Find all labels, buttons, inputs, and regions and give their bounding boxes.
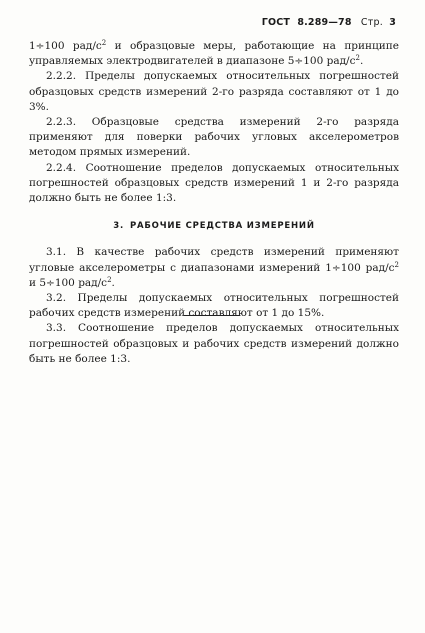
- document-body: [29, 39, 399, 367]
- standard-label: ГОСТ: [261, 17, 291, 28]
- paragraph-3-1: 3.1. В качестве рабочих средств измерений применяют угловые акселерометры с диапазонами измерений 1÷100 рад/$с^2$ и 5÷100 рад/$с^2$.: [29, 246, 399, 289]
- section-title: РАБОЧИЕ СРЕДСТВА ИЗМЕРЕНИЙ: [129, 221, 315, 232]
- section-heading: [29, 219, 399, 234]
- paragraph-2-2-4: 2.2.4. Соотношение пределов допускаемых относительных погрешностей образцовых средств измерений 1 и 2-го разряда должно быть не более 1:3.: [29, 161, 399, 205]
- section-number: 3.: [113, 221, 124, 232]
- standard-number: 8.289—78: [297, 17, 352, 28]
- paragraph-3-2: 3.2. Пределы допускаемых относительных погрешностей рабочих средств измерений составляют от 1 до 15%.: [29, 292, 399, 320]
- paragraph-2-2-2: 2.2.2. Пределы допускаемых относительных погрешностей образцовых средств измерений 2-го разряда составляют от 1 до 3%.: [29, 70, 399, 113]
- continued-paragraph: 1÷100 рад/$с^2$ и образцовые меры, работающие на принципе управляемых электродвигателей в диапазоне 5÷100 рад/$с^2$.: [29, 39, 399, 68]
- page-number: 3: [389, 17, 396, 28]
- paragraph-3-3: 3.3. Соотношение пределов допускаемых относительных погрешностей образцовых и рабочих средств измерений должно быть не более 1:3.: [29, 322, 399, 365]
- page-header: [262, 17, 396, 28]
- page-label: Стр.: [360, 17, 383, 28]
- paragraph-2-2-3: 2.2.3. Образцовые средства измерений 2-го разряда применяют для поверки рабочих угловых акселерометров методом прямых измерений.: [29, 116, 399, 159]
- end-rule-divider: [184, 315, 239, 316]
